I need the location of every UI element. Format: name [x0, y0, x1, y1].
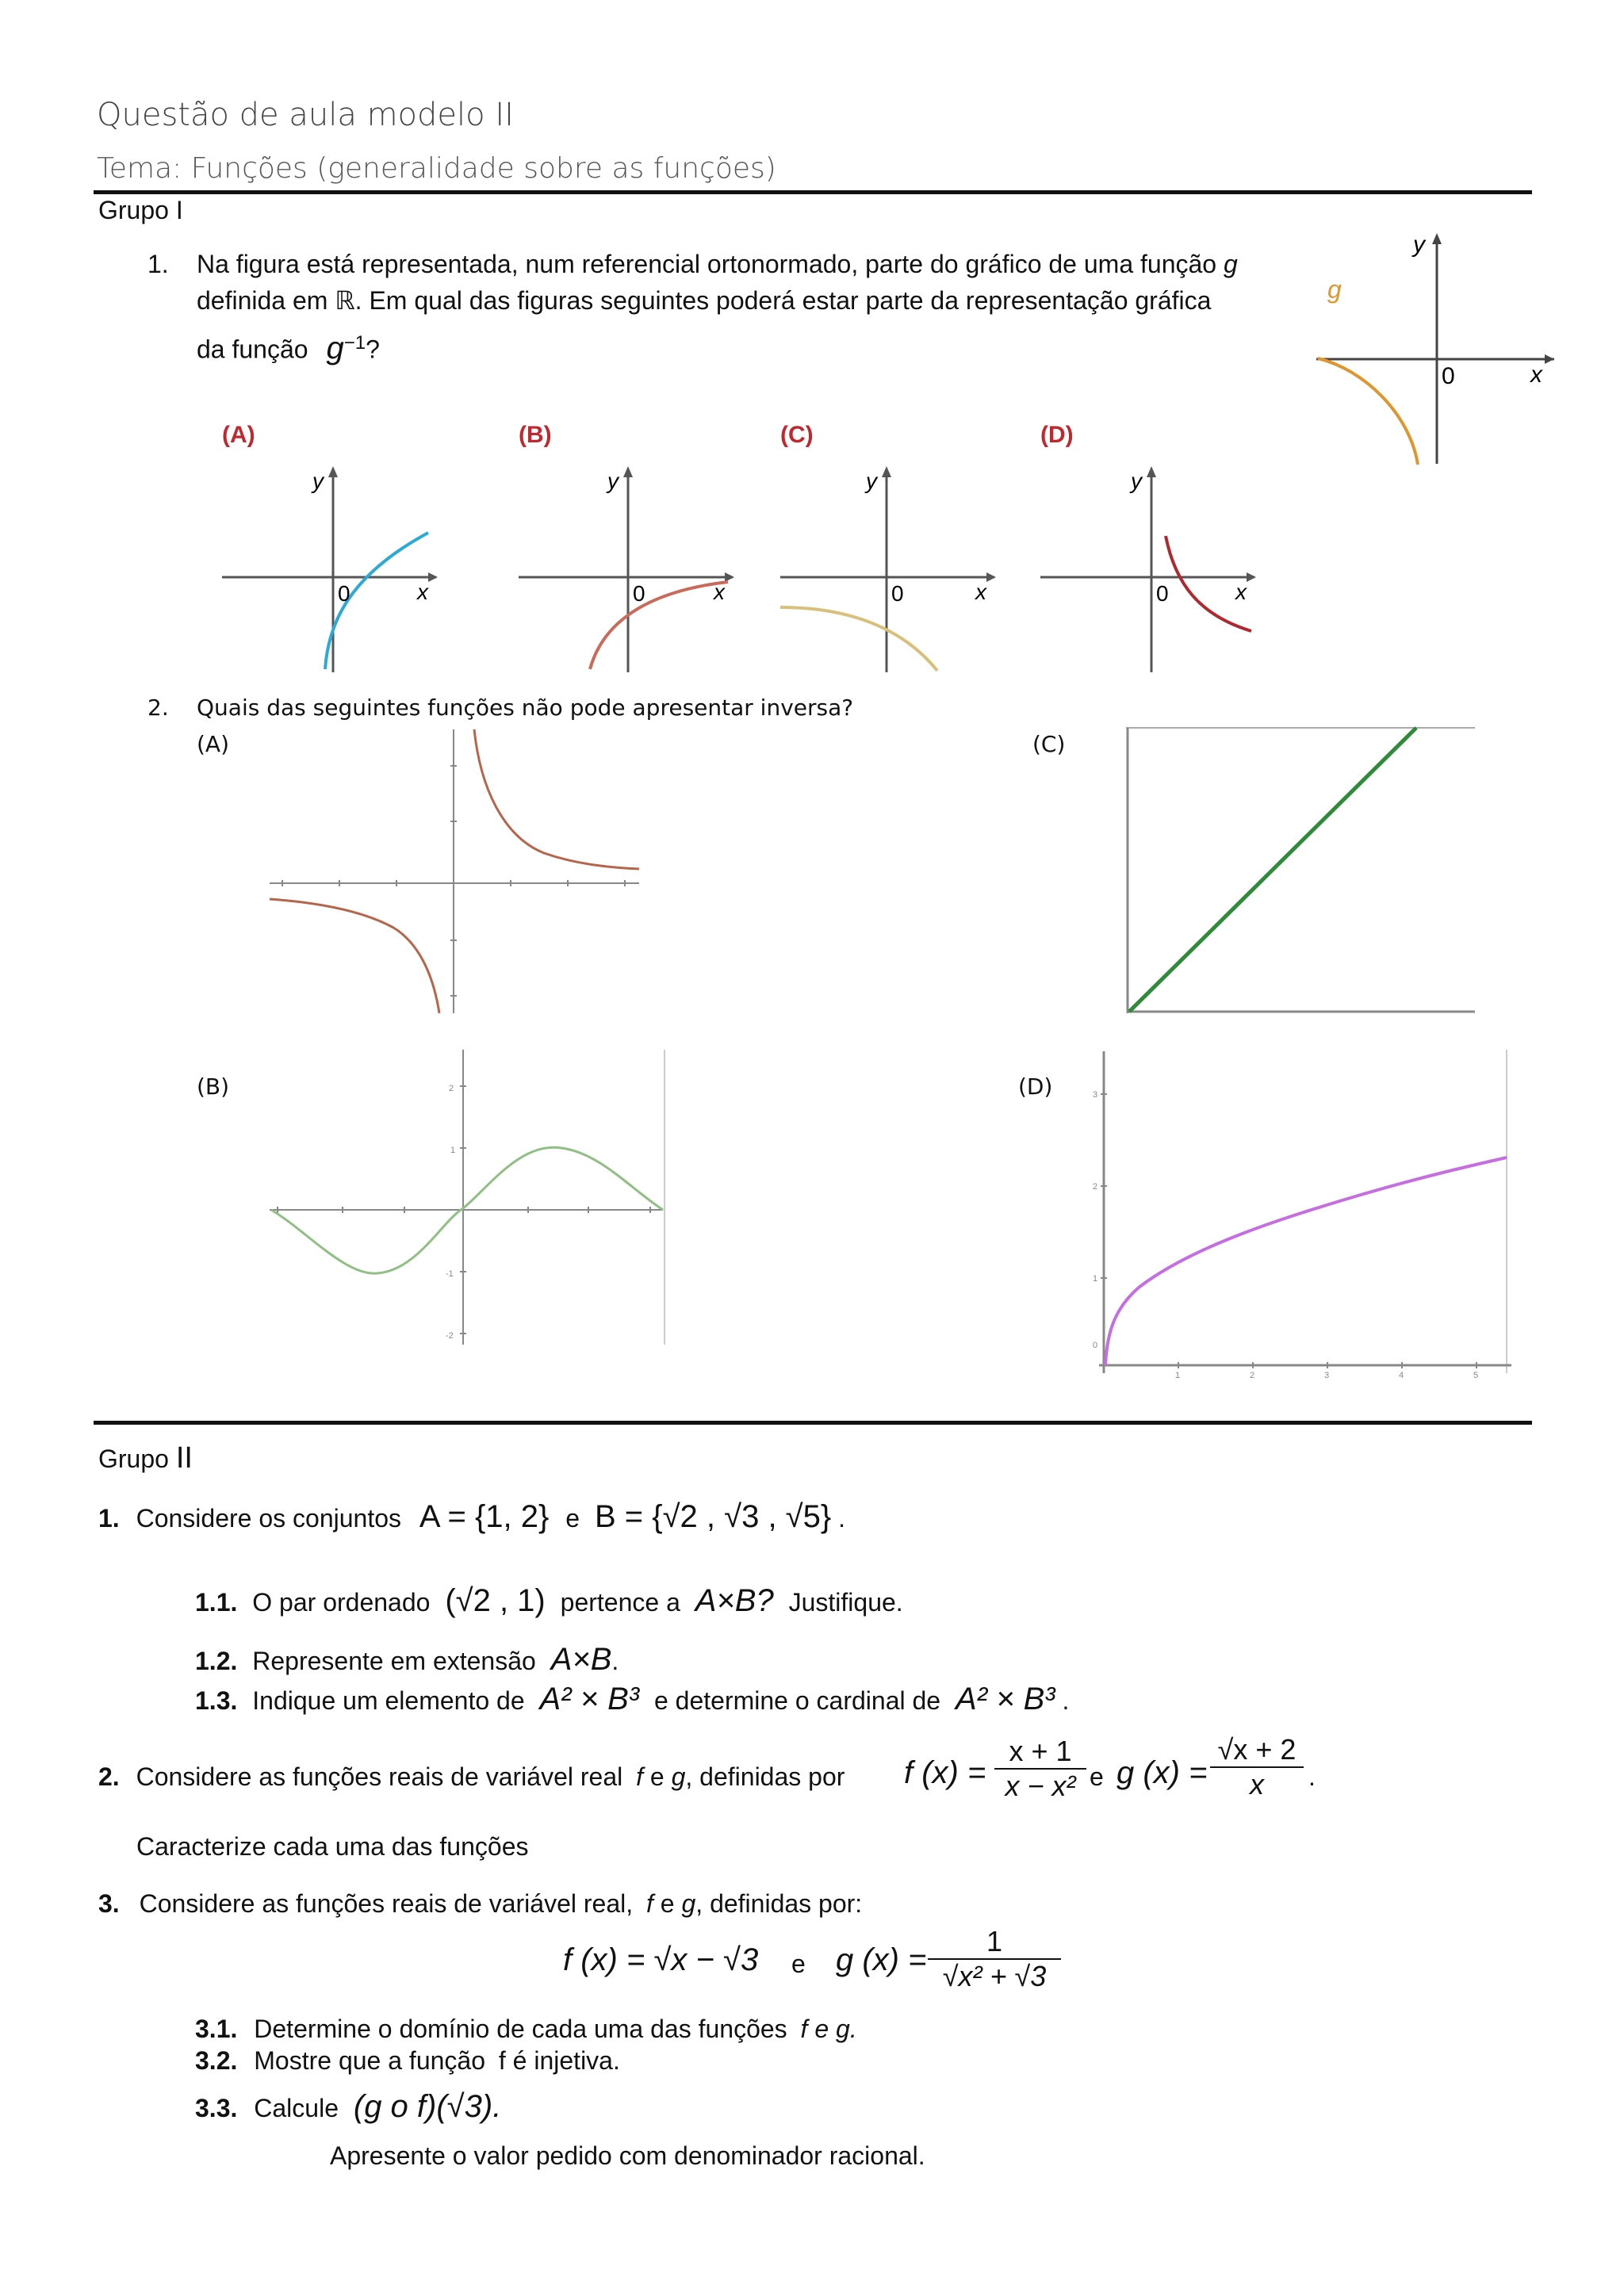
q1-inverse-base: g [326, 330, 344, 365]
option-x-arrow [986, 572, 996, 582]
g2-q1-item-2-post: . [611, 1647, 619, 1675]
g2-q2-f-den: x − x² [1005, 1770, 1076, 1802]
g2-q2-g-den: x [1250, 1768, 1264, 1800]
option-y-label: y [1131, 469, 1142, 493]
g2-q3-item-1-number: 3.1. [195, 2015, 238, 2043]
ref-y-arrow [1432, 233, 1442, 244]
q2-option-b-label: (B) [197, 1073, 230, 1100]
option-y-label: y [866, 469, 877, 493]
graph-d-xtick-1: 1 [1175, 1371, 1181, 1380]
g2-q1-item-3-post: e determine o cardinal de [653, 1686, 941, 1715]
g2-q1-item-1-pre: O par ordenado [252, 1588, 431, 1617]
g2-q3-g-lhs: g (x) = [836, 1942, 927, 1977]
q1-option-a-label: (A) [222, 422, 255, 448]
g2-q1-item-2-math: A×B [550, 1642, 612, 1677]
g2-q1-item-1-math2: A×B? [695, 1583, 774, 1618]
graph-b-ytick-m2: -2 [446, 1331, 454, 1341]
q1-qmark: ? [366, 335, 380, 364]
graph-a-curve-negative [270, 899, 439, 1013]
g2-q3-note: Apresente o valor pedido com denominador racional. [330, 2141, 925, 2170]
g2-q2-g-num: √x + 2 [1217, 1733, 1297, 1766]
graph-b-ytick-1: 1 [450, 1146, 456, 1155]
g2-q1-set-b: B = {√2 , √3 , √5} [594, 1499, 832, 1534]
g2-q3-f-def: f (x) = √x − √3 [563, 1942, 759, 1977]
q2-text: Quais das seguintes funções não pode apresentar inversa? [197, 695, 854, 721]
graph-c-line [1129, 728, 1416, 1012]
q2-graph-c [1118, 723, 1483, 1016]
graph-d-xtick-4: 4 [1399, 1371, 1404, 1380]
g2-q1-item-3 [195, 1681, 1069, 1719]
option-origin: 0 [1156, 581, 1169, 606]
g2-q3-item-2 [195, 2042, 620, 2079]
g2-q3-g-num: 1 [986, 1925, 1003, 1957]
page-subtitle: Tema: Funções (generalidade sobre as funções) [97, 152, 776, 185]
group2-label [98, 1440, 193, 1477]
g2-q3-f: f [646, 1889, 653, 1918]
ref-curve-label: g [1327, 275, 1342, 304]
g2-q2-line [98, 1758, 845, 1795]
g2-q1-item-3-math: A² × B³ [539, 1682, 640, 1716]
option-y-label: y [607, 469, 619, 493]
q1-line1-text: Na figura está representada, num referencial ortonormado, parte do gráfico de uma função [197, 250, 1217, 278]
g2-q2-end: . [1308, 1762, 1316, 1791]
graph-d-ytick-3: 3 [1093, 1090, 1098, 1100]
graph-d-curve [1105, 1158, 1507, 1365]
q1-inverse-exp: −1 [343, 332, 366, 354]
group2-label-prefix: Grupo [98, 1445, 169, 1473]
q1-option-d-label: (D) [1040, 422, 1074, 448]
g2-q3-g: g [681, 1889, 696, 1918]
g2-q1-item-1-math: (√2 , 1) [445, 1583, 546, 1618]
g2-q3-g-den: √x² + √3 [942, 1960, 1047, 1992]
q1-line3 [197, 325, 380, 368]
graph-a-curve-positive [474, 729, 639, 869]
ref-origin: 0 [1442, 363, 1455, 389]
ref-x-label: x [1530, 362, 1542, 388]
g2-q3-text: Considere as funções reais de variável real, [139, 1889, 634, 1918]
group2-rule [94, 1421, 1532, 1425]
g2-q1-item-2-pre: Represente em extensão [252, 1647, 536, 1675]
g2-q1-item-2-number: 1.2. [195, 1647, 238, 1675]
option-curve [590, 582, 728, 669]
g2-q1-text: Considere os conjuntos [136, 1504, 401, 1533]
g2-q3-item-2-tail: f é injetiva. [498, 2046, 620, 2075]
g2-q3-e1: e [660, 1889, 675, 1918]
g2-q1-item-3-number: 1.3. [195, 1686, 238, 1715]
graph-d-xtick-2: 2 [1250, 1371, 1255, 1380]
g2-q3-defined: , definidas por: [695, 1889, 863, 1918]
option-y-arrow [328, 466, 338, 477]
g2-q2-f: f [636, 1762, 644, 1791]
g2-q2-number: 2. [98, 1762, 120, 1791]
g2-q1-line [98, 1498, 845, 1536]
g2-q3-item-1-text: Determine o domínio de cada uma das funções [254, 2015, 787, 2043]
q1-number: 1. [147, 250, 169, 278]
graph-d-ytick-1: 1 [1093, 1274, 1098, 1284]
graph-b-ytick-2: 2 [449, 1084, 454, 1093]
graph-d-ytick-0: 0 [1093, 1341, 1098, 1350]
g2-q1-item-1-number: 1.1. [195, 1588, 238, 1617]
g2-q3-number: 3. [98, 1889, 120, 1918]
option-x-arrow [428, 572, 438, 582]
g2-q3-item-1-tail: f e g. [800, 2015, 857, 2043]
q1-option-a-graph [214, 457, 444, 679]
g2-q2-g-lhs: g (x) = [1116, 1755, 1208, 1790]
option-x-arrow [725, 572, 734, 582]
g2-q3-item-2-text: Mostre que a função [254, 2046, 485, 2075]
g2-q3-item-3 [195, 2088, 501, 2126]
g2-q2-defined: , definidas por [685, 1762, 845, 1791]
g2-q3-item-3-text: Calcule [254, 2094, 339, 2122]
g2-q2-f-fraction [994, 1735, 1086, 1803]
g2-q1-end: . [838, 1504, 846, 1533]
q1-option-c-graph [772, 457, 1002, 679]
g2-q1-set-a: A = {1, 2} [419, 1499, 550, 1534]
q1-line3-text: da função [197, 335, 308, 364]
q2-option-d-label: (D) [1018, 1073, 1053, 1100]
q1-option-b-label: (B) [519, 422, 552, 448]
q2-graph-a [266, 726, 647, 1016]
ref-x-arrow [1545, 354, 1554, 364]
g2-q3-item-2-number: 3.2. [195, 2046, 238, 2075]
g2-q2-g: g [671, 1762, 686, 1791]
option-y-arrow [1147, 466, 1156, 477]
option-x-label: x [417, 580, 428, 604]
option-origin: 0 [633, 581, 645, 606]
g2-q1-item-3-math2: A² × B³ [955, 1682, 1055, 1716]
q1-reference-graph [1308, 230, 1562, 468]
g2-q3-conj: e [791, 1950, 806, 1978]
option-curve [780, 607, 937, 671]
q1-option-b-graph [511, 457, 741, 679]
g2-q2-task: Caracterize cada uma das funções [136, 1832, 529, 1861]
g2-q2-text: Considere as funções reais de variável real [136, 1762, 623, 1791]
graph-d-xtick-5: 5 [1473, 1371, 1479, 1380]
header-rule [94, 190, 1532, 194]
g2-q1-item-1-post2: Justifique. [788, 1588, 903, 1617]
group1-label: Grupo I [98, 196, 183, 224]
q1-line2: definida em ℝ. Em qual das figuras seguintes poderá estar parte da representação gráfica [197, 286, 1212, 315]
q1-option-d-graph [1032, 457, 1262, 679]
q2-number: 2. [147, 695, 169, 721]
g2-q1-item-3-post2: . [1062, 1686, 1070, 1715]
q2-option-a-label: (A) [197, 731, 230, 757]
q1-option-c-label: (C) [780, 422, 814, 448]
q2-option-c-label: (C) [1032, 731, 1066, 757]
g2-q3-g-fraction [928, 1925, 1061, 1993]
option-y-arrow [882, 466, 891, 477]
option-origin: 0 [891, 581, 904, 606]
g2-q2-e1: e [649, 1762, 665, 1791]
g2-q3-item-3-math: (g o f)(√3). [353, 2089, 502, 2124]
graph-d-xtick-3: 3 [1324, 1371, 1330, 1380]
ref-curve-g [1318, 358, 1418, 465]
option-y-arrow [623, 466, 633, 477]
g2-q1-conj: e [565, 1504, 580, 1533]
g2-q1-item-1-post: pertence a [560, 1588, 680, 1617]
q1-line1 [197, 246, 1238, 282]
graph-b-ytick-m1: -1 [446, 1269, 454, 1279]
option-y-label: y [312, 469, 324, 493]
page-title: Questão de aula modelo II [97, 97, 514, 133]
option-x-label: x [1235, 580, 1247, 604]
g2-q1-number: 1. [98, 1504, 120, 1533]
g2-q2-f-lhs: f (x) = [904, 1755, 986, 1790]
g2-q2-conj: e [1090, 1762, 1104, 1791]
group2-label-numeral: II [175, 1441, 193, 1475]
option-x-label: x [714, 580, 725, 604]
g2-q3-line [98, 1885, 862, 1922]
g2-q3-item-3-number: 3.3. [195, 2094, 238, 2122]
q1-fn-g: g [1223, 250, 1238, 278]
graph-d-ytick-2: 2 [1093, 1182, 1098, 1192]
g2-q1-item-3-pre: Indique um elemento de [252, 1686, 525, 1715]
g2-q1-item-2 [195, 1641, 619, 1679]
ref-y-label: y [1413, 232, 1425, 258]
g2-q2-f-num: x + 1 [1009, 1735, 1072, 1767]
option-origin: 0 [338, 581, 350, 606]
q2-graph-d [1091, 1047, 1519, 1380]
option-x-arrow [1247, 572, 1256, 582]
g2-q1-item-1 [195, 1582, 903, 1621]
g2-q2-g-fraction [1210, 1733, 1304, 1801]
option-x-label: x [975, 580, 986, 604]
q2-graph-b [266, 1047, 672, 1348]
